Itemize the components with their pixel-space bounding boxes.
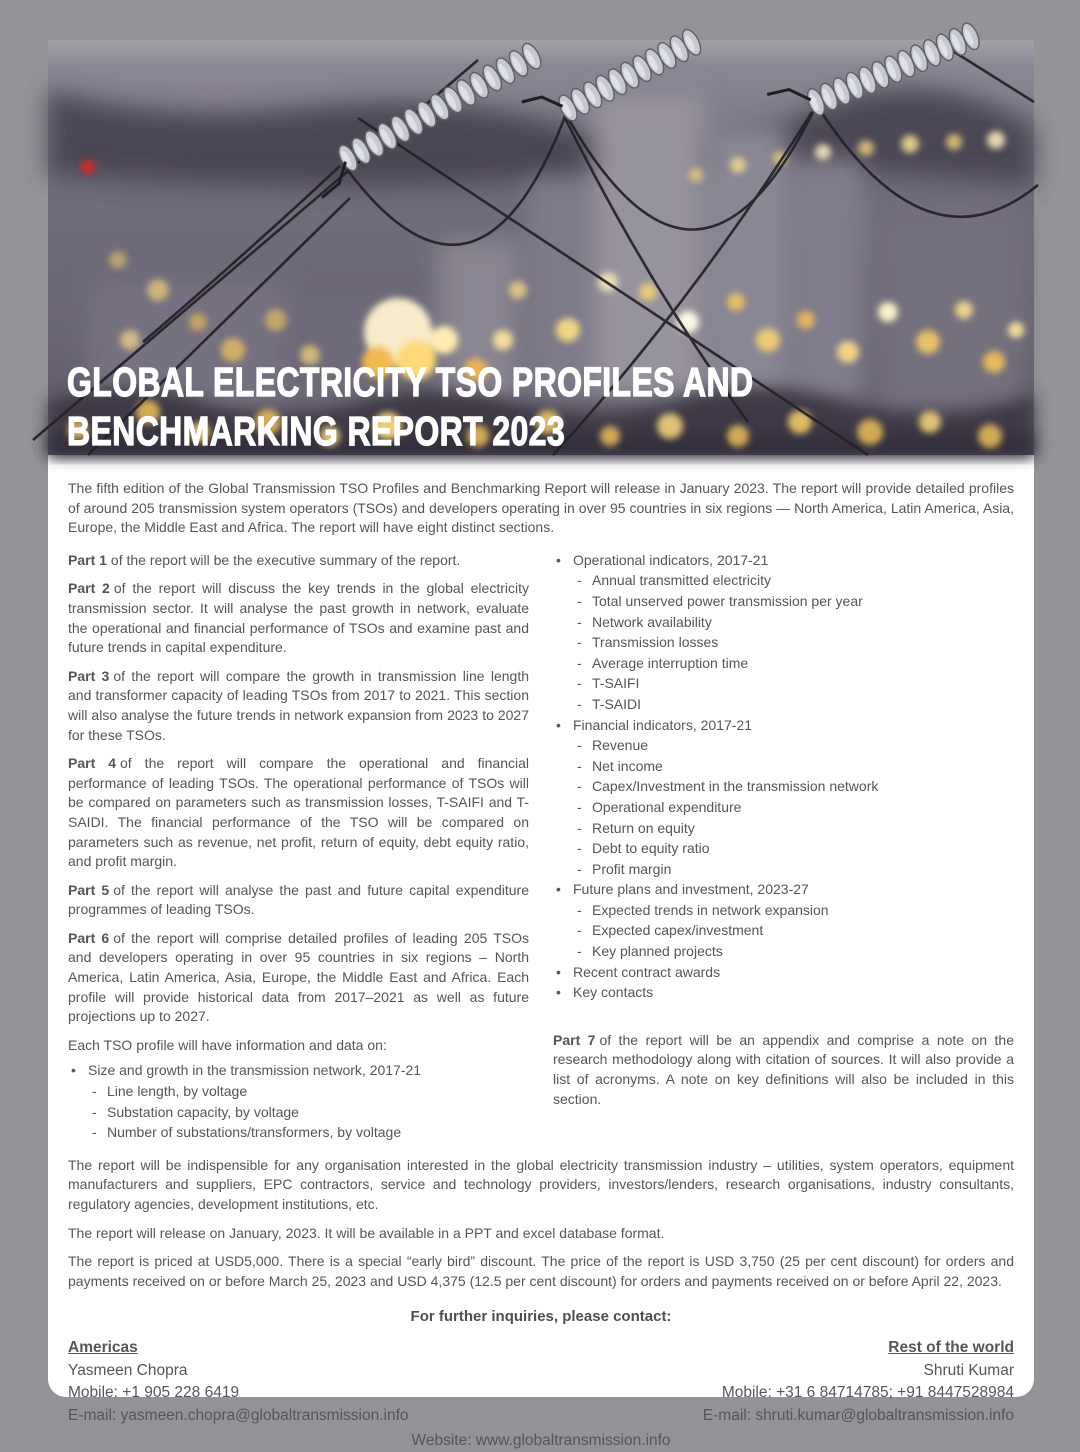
bullet-icon: • [556,984,561,1001]
list-subitem: - T-SAIFI [553,674,1014,694]
dash-icon: - [577,634,582,651]
contact-rest-of-world [594,1337,1014,1427]
contact-world-name: Shruti Kumar [923,1361,1014,1379]
bullet-icon: • [556,881,561,898]
pricing-paragraph: The report is priced at USD5,000. There is a special “early bird” discount. The price of the report is USD 3,750 (25 per cent discount) for orders and payments received on or before March 25, 2023 and USD 4,375 (12.5 per cent discount) for orders and payments received on or before April 22, 2023. [68,1253,1014,1289]
bullet-icon: • [71,1062,76,1079]
dash-icon: - [92,1083,97,1100]
dash-icon: - [577,757,582,774]
list-subitem: - Expected trends in network expansion [553,901,1014,921]
dash-icon: - [577,901,582,918]
bullet-icon: • [556,551,561,568]
left-column [68,551,529,1152]
contact-world-mobile: Mobile: +31 6 84714785; +91 8447528984 [721,1384,1014,1402]
list-item: • Recent contract awards [553,963,1014,983]
list-subitem: - Revenue [553,736,1014,756]
list-item: • Size and growth in the transmission network, 2017-21 [68,1061,529,1081]
dash-icon: - [577,592,582,609]
hero-image [48,40,1034,455]
contact-americas-mobile: Mobile: +1 905 228 6419 [68,1384,240,1402]
website-line: Website: www.globaltransmission.info [411,1432,671,1450]
list-subitem: - Line length, by voltage [68,1082,529,1102]
list-item: • Operational indicators, 2017-21 [553,551,1014,571]
dash-icon: - [577,613,582,630]
dash-icon: - [577,819,582,836]
list-subitem: - Average interruption time [553,654,1014,674]
part-2-paragraph: Part 2 of the report will discuss the key trends in the global electricity transmission sector. It will analyse the past growth in network, evaluate the operational and financial performance of TSOs and examine past and future trends in capital expenditure. [68,580,529,656]
dash-icon: - [577,943,582,960]
dash-icon: - [577,572,582,589]
list-subitem: - Transmission losses [553,633,1014,653]
contact-americas [68,1337,488,1427]
closing-section [68,1156,1014,1292]
dash-icon: - [92,1124,97,1141]
intro-paragraph: The fifth edition of the Global Transmission TSO Profiles and Benchmarking Report will release in January 2023. The report will provide detailed profiles of around 205 transmission system operators (TSOs) and developers operating in over 95 countries in six regions — North America, Latin America, Asia, Europe, the Middle East and Africa. The report will have eight distinct sections. [68,480,1014,536]
dash-icon: - [577,778,582,795]
dash-icon: - [577,737,582,754]
part-5-paragraph: Part 5 of the report will analyse the past and future capital expenditure programmes of leading TSOs. [68,881,529,918]
contact-world-email: E-mail: shruti.kumar@globaltransmission.info [702,1406,1014,1424]
contact-world-title: Rest of the world [888,1339,1014,1357]
list-subitem: - Profit margin [553,860,1014,880]
report-flyer-page [48,40,1034,1450]
part-3-paragraph: Part 3 of the report will compare the growth in transmission line length and transformer capacity of leading TSOs from 2017 to 2021. This section will also analyse the future trends in network expansion from 2023 to 2027 for these TSOs. [68,667,529,743]
page-title [67,358,753,455]
list-subitem: - Key planned projects [553,942,1014,962]
dash-icon: - [577,922,582,939]
dash-icon: - [577,654,582,671]
list-subitem: - Net income [553,757,1014,777]
tso-profile-heading: Each TSO profile will have information and data on: [68,1036,387,1053]
audience-paragraph: The report will be indispensible for any organisation interested in the global electricity transmission industry – utilities, system operators, equipment manufacturers and suppliers, EPC contractors, service and technology providers, investors/lenders, research organisations, industry consultants, regulatory agencies, development institutions, etc. [68,1156,1014,1212]
list-subitem: - Capex/Investment in the transmission network [553,777,1014,797]
contact-section [68,1306,1014,1452]
dash-icon: - [92,1103,97,1120]
contact-americas-email: E-mail: yasmeen.chopra@globaltransmission.info [68,1406,409,1424]
list-item: • Future plans and investment, 2023-27 [553,880,1014,900]
list-subitem: - Return on equity [553,819,1014,839]
list-subitem: - Debt to equity ratio [553,839,1014,859]
right-column [553,551,1014,1152]
list-subitem: - Annual transmitted electricity [553,571,1014,591]
list-subitem: - Operational expenditure [553,798,1014,818]
indicator-bullet-list [553,551,1014,1003]
part-4-paragraph: Part 4 of the report will compare the operational and financial performance of leading TSOs. The operational performance of TSOs will be compared on parameters such as transmission losses, T-SAIFI and T-SAIDI. The financial performance of the TSO will be compared on parameters such as revenue, net profit, return of equity, debt equity ratio, and profit margin. [68,755,529,870]
part-1-paragraph: Part 1 of the report will be the executive summary of the report. [68,551,461,568]
list-subitem: - Substation capacity, by voltage [68,1103,529,1123]
contact-americas-title: Americas [68,1339,138,1357]
list-subitem: - T-SAIDI [553,695,1014,715]
contact-americas-name: Yasmeen Chopra [68,1361,188,1379]
part-6-paragraph: Part 6 of the report will comprise detailed profiles of leading 205 TSOs and developers operating in over 95 countries in six regions – North America, Latin America, Asia, Europe, the Middle East and Africa. Each profile will provide historical data from 2017–2021 as well as future projections up to 2027. [68,929,529,1025]
page-title-line2: BENCHMARKING REPORT 2023 [67,407,566,454]
list-subitem: - Network availability [553,613,1014,633]
list-subitem: - Total unserved power transmission per year [553,592,1014,612]
list-item: • Financial indicators, 2017-21 [553,716,1014,736]
dash-icon: - [577,695,582,712]
report-body [48,455,1034,1452]
tso-profile-bullet-list [68,1061,529,1142]
page-title-line1: GLOBAL ELECTRICITY TSO PROFILES AND [67,359,754,406]
list-item: • Key contacts [553,983,1014,1003]
dash-icon: - [577,675,582,692]
list-subitem: - Expected capex/investment [553,921,1014,941]
part-7-paragraph: Part 7 of the report will be an appendix and comprise a note on the research methodology along with citation of sources. It will also provide a list of acronyms. A note on key definitions will also be included in this section. [553,1031,1014,1107]
dash-icon: - [577,840,582,857]
contact-heading: For further inquiries, please contact: [410,1308,672,1326]
dash-icon: - [577,798,582,815]
bullet-icon: • [556,716,561,733]
release-paragraph: The report will release on January, 2023. It will be available in a PPT and excel database format. [68,1224,665,1241]
dash-icon: - [577,860,582,877]
bullet-icon: • [556,963,561,980]
list-subitem: - Number of substations/transformers, by voltage [68,1123,529,1143]
